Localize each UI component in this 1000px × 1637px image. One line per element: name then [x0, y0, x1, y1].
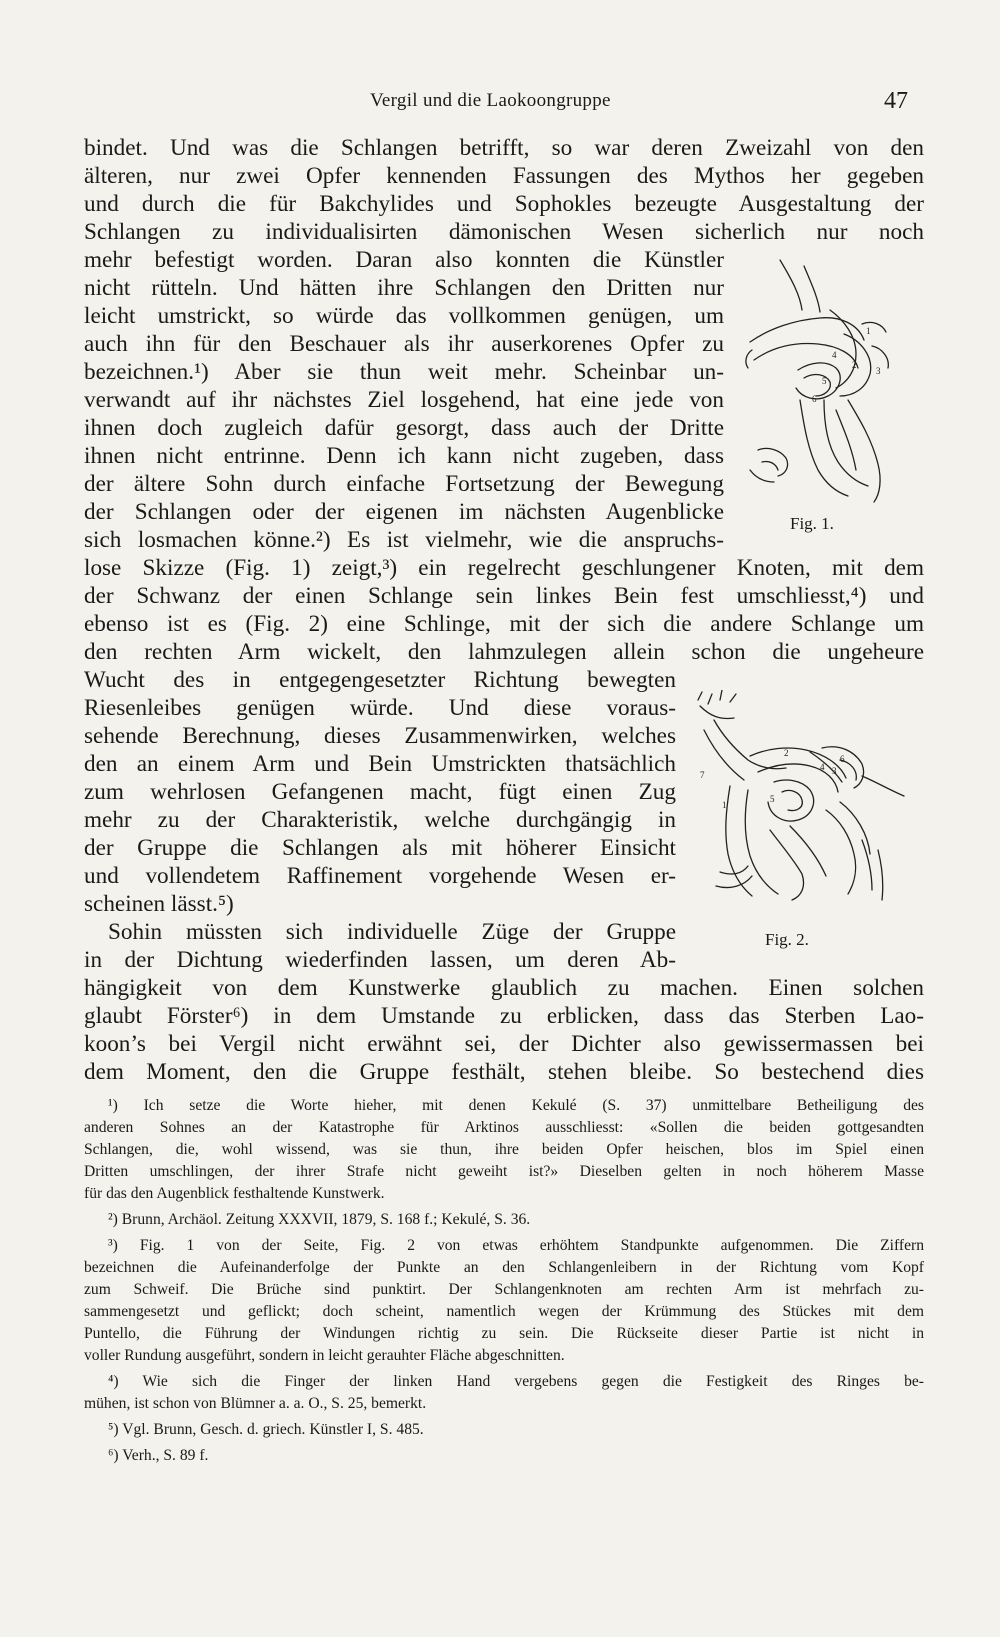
footnote-line: anderen Sohnes an der Katastrophe für Arktinos ausschliesst: «Sollen die beiden gottgesandten — [84, 1119, 924, 1136]
footnote-line: voller Rundung ausgeführt, sondern in leicht gerauhter Fläche abgeschnitten. — [84, 1347, 565, 1364]
body-line: bezeichnen.¹) Aber sie thun weit mehr. Scheinbar un- — [84, 359, 724, 385]
body-line: der Schwanz der einen Schlange sein linkes Bein fest umschliesst,⁴) und — [84, 583, 924, 609]
fig2-number: 2 — [784, 748, 789, 758]
body-line: der Schlangen oder der eigenen im nächsten Augenblicke — [84, 499, 724, 525]
body-line: nicht rütteln. Und hätten ihre Schlangen den Dritten nur — [84, 275, 724, 301]
fig2-number: 7 — [700, 770, 705, 780]
footnote-line: Schlangen, die, wohl wissend, was sie thun, ihre beiden Opfer heischen, blos im Spiel einen — [84, 1141, 924, 1158]
body-line: Schlangen zu individualisirten dämonischen Wesen sicherlich nur noch — [84, 219, 924, 245]
fig1-number: 6 — [812, 394, 817, 404]
body-line: und vollendetem Raffinement vorgehende Wesen er- — [84, 863, 676, 889]
body-line: koon’s bei Vergil nicht erwähnt sei, der Dichter also gewissermassen bei — [84, 1031, 924, 1057]
body-line: sehende Berechnung, dieses Zusammenwirken, welches — [84, 723, 676, 749]
body-line: lose Skizze (Fig. 1) zeigt,³) ein regelrecht geschlungener Knoten, mit dem — [84, 555, 924, 581]
fig2-number: 1 — [722, 800, 727, 810]
body-line: zum wehrlosen Gefangenen macht, fügt einen Zug — [84, 779, 676, 805]
body-line: Riesenleibes genügen würde. Und diese voraus- — [84, 695, 676, 721]
body-line: mehr zu der Charakteristik, welche durchgängig in — [84, 807, 676, 833]
footnote-line: mühen, ist schon von Blümner a. a. O., S. 25, bemerkt. — [84, 1395, 427, 1412]
fig2-number: 3 — [832, 766, 837, 776]
body-line: sich losmachen könne.²) Es ist vielmehr, wie die anspruchs- — [84, 527, 724, 553]
page-number: 47 — [884, 88, 908, 114]
body-line: den rechten Arm wickelt, den lahmzulegen allein schon die ungeheure — [84, 639, 924, 665]
body-line: verwandt auf ihr nächstes Ziel losgehend, hat eine jede von — [84, 387, 724, 413]
running-title: Vergil und die Laokoongruppe — [370, 90, 611, 111]
footnote-line: ⁵) Vgl. Brunn, Gesch. d. griech. Künstler I, S. 485. — [108, 1421, 424, 1438]
footnote-line: ³) Fig. 1 von der Seite, Fig. 2 von etwas erhöhtem Standpunkte aufgenommen. Die Ziffern — [108, 1237, 924, 1254]
body-line: leicht umstrickt, so würde das vollkommen genügen, um — [84, 303, 724, 329]
figure-1-leg-snake-knot — [740, 250, 910, 520]
footnote-line: ⁴) Wie sich die Finger der linken Hand vergebens gegen die Festigkeit des Ringes be- — [108, 1373, 924, 1390]
body-line: ihnen doch zugleich dafür gesorgt, dass auch der Dritte — [84, 415, 724, 441]
figure-1-caption: Fig. 1. — [790, 514, 834, 533]
footnote-line: ¹) Ich setze die Worte hieher, mit denen Kekulé (S. 37) unmittelbare Betheiligung des — [108, 1097, 924, 1114]
body-line: Wucht des in entgegengesetzter Richtung bewegten — [84, 667, 676, 693]
figure-2-arm-snake-loop — [690, 690, 910, 925]
figure-2-caption: Fig. 2. — [765, 930, 809, 949]
body-line: dem Moment, den die Gruppe festhält, stehen bleibe. So bestechend dies — [84, 1059, 924, 1085]
fig2-number: 5 — [770, 794, 775, 804]
body-line: auch ihn für den Beschauer als ihr auserkorenes Opfer zu — [84, 331, 724, 357]
fig1-number: 1 — [866, 326, 871, 336]
body-line: glaubt Förster⁶) in dem Umstande zu erblicken, dass das Sterben Lao- — [84, 1003, 924, 1029]
page-header — [0, 88, 1000, 118]
footnote-line: zum Schweif. Die Brüche sind punktirt. Der Schlangenknoten am rechten Arm ist mehrfach zu- — [84, 1281, 924, 1298]
body-line: scheinen lässt.⁵) — [84, 891, 234, 917]
footnote-line: sammengesetzt und geflickt; doch scheint, namentlich wegen der Krümmung des Stückes mit dem — [84, 1303, 924, 1320]
body-line: der Gruppe die Schlangen als mit höherer Einsicht — [84, 835, 676, 861]
footnote-line: ⁶) Verh., S. 89 f. — [108, 1447, 209, 1464]
body-line: den an einem Arm und Bein Umstrickten thatsächlich — [84, 751, 676, 777]
body-line: Sohin müssten sich individuelle Züge der Gruppe — [108, 919, 676, 945]
fig1-number: 4 — [832, 350, 837, 360]
body-line: der ältere Sohn durch einfache Fortsetzung der Bewegung — [84, 471, 724, 497]
fig1-number: 5 — [822, 376, 827, 386]
footnote-line: ²) Brunn, Archäol. Zeitung XXXVII, 1879, S. 168 f.; Kekulé, S. 36. — [108, 1211, 531, 1228]
body-line: älteren, nur zwei Opfer kennenden Fassungen des Mythos her gegeben — [84, 163, 924, 189]
body-line: und durch die für Bakchylides und Sophokles bezeugte Ausgestaltung der — [84, 191, 924, 217]
fig2-number: 4 — [820, 762, 825, 772]
body-line: hängigkeit von dem Kunstwerke glaublich zu machen. Einen solchen — [84, 975, 924, 1001]
body-line: ebenso ist es (Fig. 2) eine Schlinge, mit der sich die andere Schlange um — [84, 611, 924, 637]
body-line: mehr befestigt worden. Daran also konnten die Künstler — [84, 247, 724, 273]
fig2-number: 6 — [840, 754, 845, 764]
footnote-line: Dritten umschlingen, der ihrer Strafe nicht geweiht ist?» Dieselben gelten in noch höherem Masse — [84, 1163, 924, 1180]
body-line: ihnen nicht entrinne. Denn ich kann nicht zugeben, dass — [84, 443, 724, 469]
body-line: in der Dichtung wiederfinden lassen, um deren Ab- — [84, 947, 676, 973]
body-line: bindet. Und was die Schlangen betrifft, so war deren Zweizahl von den — [84, 135, 924, 161]
fig1-number: 2 — [852, 360, 857, 370]
footnote-line: bezeichnen die Aufeinanderfolge der Punkte an den Schlangenleibern in der Richtung vom Kopf — [84, 1259, 924, 1276]
footnote-line: für das den Augenblick festhaltende Kunstwerk. — [84, 1185, 385, 1202]
footnote-line: Puntello, die Führung der Windungen richtig zu sein. Die Rückseite dieser Partie ist nicht in — [84, 1325, 924, 1342]
fig1-number: 3 — [876, 366, 881, 376]
